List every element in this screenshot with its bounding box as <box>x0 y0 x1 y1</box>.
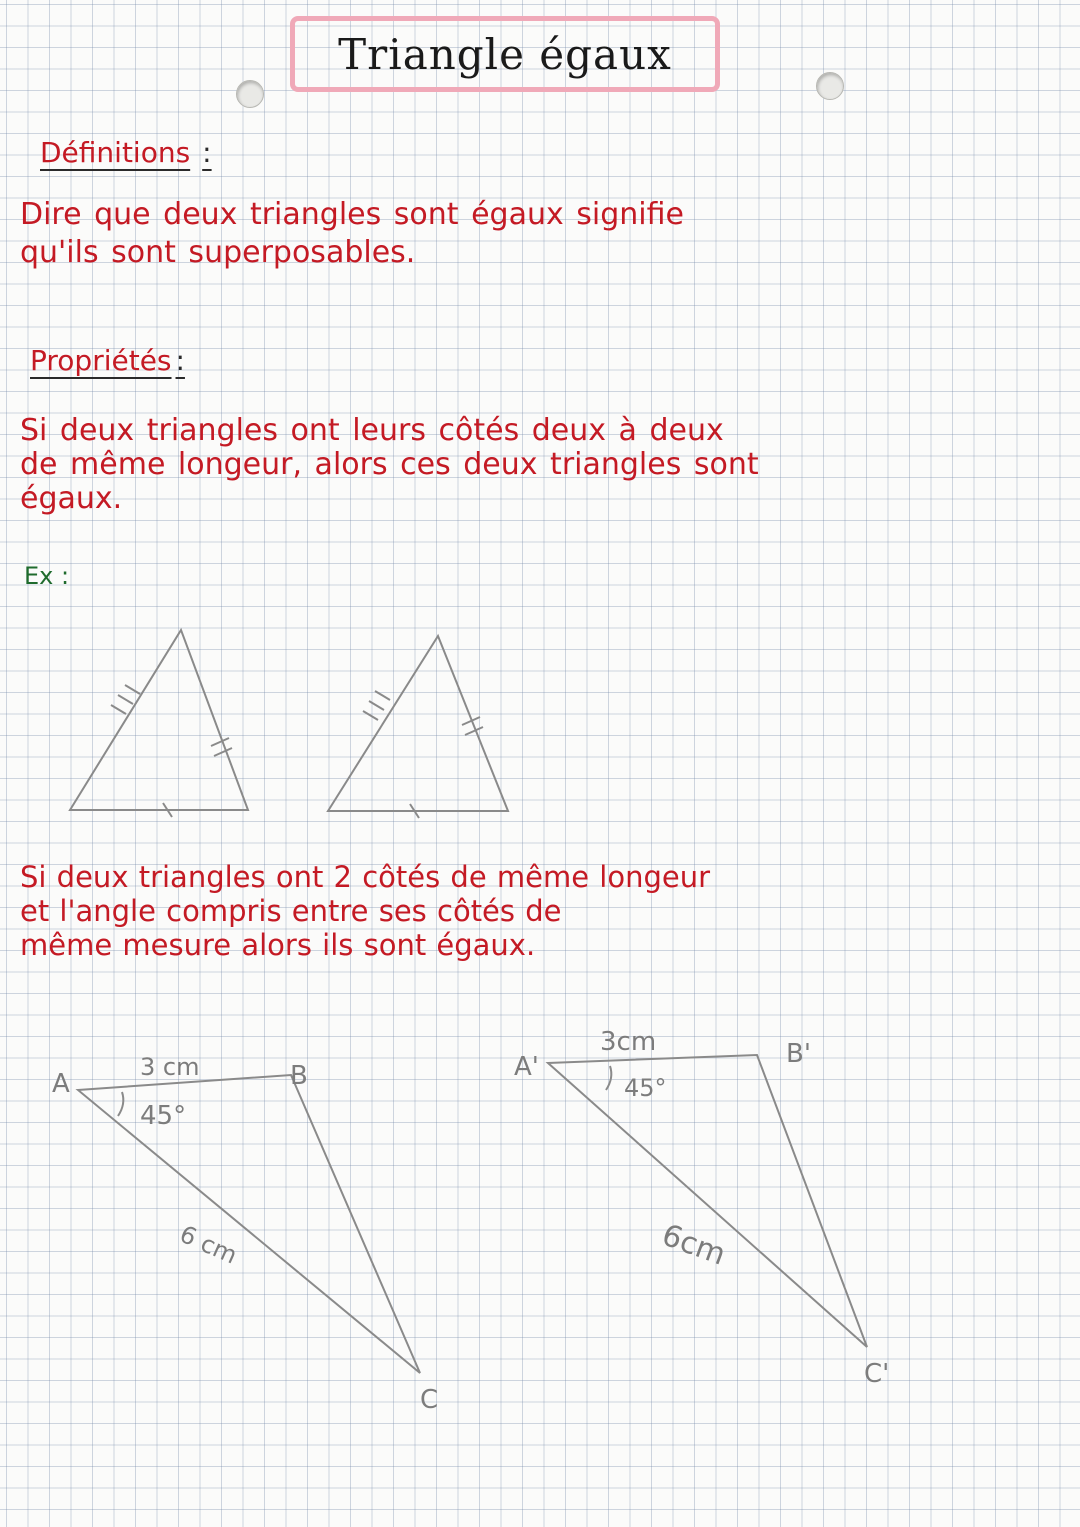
angle-a-prime-label: 45° <box>624 1074 667 1102</box>
properties-heading-colon: : <box>175 344 185 377</box>
properties-heading-label: Propriétés <box>30 344 172 377</box>
definition-line-2: qu'ils sont superposables. <box>20 235 416 270</box>
triangle-2-ticks-right <box>462 717 483 735</box>
angle-a-prime-arc <box>606 1066 611 1090</box>
triangle-1-outline <box>70 630 248 810</box>
example-label: Ex : <box>24 562 70 590</box>
figure-triangle-a-prime <box>514 1027 889 1389</box>
property-2-line-3: même mesure alors ils sont égaux. <box>20 928 536 962</box>
property-1-line-1: Si deux triangles ont leurs côtés deux à deux <box>20 413 724 448</box>
property-2-line-2: et l'angle compris entre ses côtés de <box>20 894 562 928</box>
vertex-c-prime-label: C' <box>864 1359 890 1389</box>
side-ab-label: 3 cm <box>140 1053 200 1081</box>
triangle-abc-outline <box>78 1075 420 1373</box>
angle-a-label: 45° <box>140 1101 187 1131</box>
side-a-prime-b-prime-label: 3cm <box>600 1027 657 1057</box>
figure-triangle-abc <box>52 1053 438 1415</box>
page-title: Triangle égaux <box>338 29 672 79</box>
triangle-2-ticks-left <box>363 691 390 720</box>
definitions-heading-colon: : <box>202 136 212 169</box>
property-1-line-3: égaux. <box>20 481 123 516</box>
triangle-a-prime-outline <box>548 1055 867 1347</box>
side-ac-label: 6 cm <box>175 1219 242 1270</box>
example-triangle-1 <box>70 630 248 817</box>
definition-line-1: Dire que deux triangles sont égaux signifie <box>20 197 684 232</box>
vertex-b-label: B <box>290 1061 308 1091</box>
property-2-paragraph <box>20 860 1080 962</box>
triangle-1-ticks-right <box>211 738 232 756</box>
definitions-heading-label: Définitions <box>40 136 191 169</box>
angle-a-arc <box>118 1092 123 1116</box>
side-a-prime-c-prime-label: 6cm <box>657 1217 731 1273</box>
vertex-a-prime-label: A' <box>514 1052 539 1082</box>
example-triangle-2 <box>328 636 508 818</box>
property-1-line-2: de même longeur, alors ces deux triangles sont <box>20 447 759 482</box>
property-2-line-1: Si deux triangles ont 2 côtés de même longeur <box>20 860 711 894</box>
vertex-c-label: C <box>420 1385 439 1415</box>
vertex-b-prime-label: B' <box>786 1039 811 1069</box>
vertex-a-label: A <box>52 1069 70 1099</box>
triangle-1-ticks-left <box>111 685 140 714</box>
triangle-2-outline <box>328 636 508 811</box>
